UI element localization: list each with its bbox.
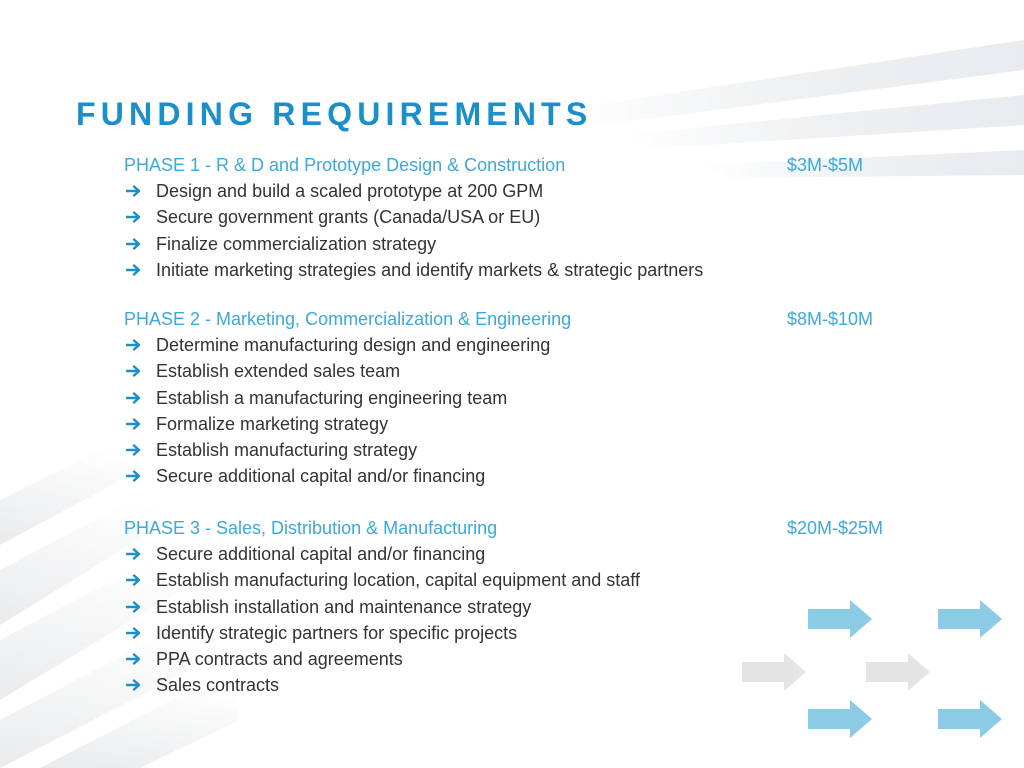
phase-3: [124, 515, 944, 699]
phase-title: PHASE 1 - R & D and Prototype Design & Construction: [124, 155, 566, 175]
arrow-right-icon: [126, 238, 142, 250]
list-item-text: Design and build a scaled prototype at 200 GPM: [156, 181, 544, 201]
list-item: [124, 178, 944, 204]
list-item: [124, 463, 944, 489]
list-item: [124, 646, 944, 672]
arrow-right-icon: [126, 470, 142, 482]
list-item-text: Establish extended sales team: [156, 361, 401, 382]
phase-amount: $3M-$5M: [787, 155, 864, 175]
list-item-text: Secure additional capital and/or financing: [156, 466, 486, 487]
list-item: [124, 541, 944, 567]
phase-header: [124, 306, 944, 332]
arrow-right-icon: [126, 627, 142, 639]
phase-header: [124, 152, 944, 178]
list-item-text: Establish manufacturing strategy: [156, 440, 418, 461]
list-item: [124, 411, 944, 437]
arrow-right-icon: [126, 444, 142, 456]
arrow-right-icon: [126, 653, 142, 665]
decor-arrow-right-icon: [808, 700, 872, 738]
phase-items: [124, 332, 944, 490]
list-item: [124, 567, 944, 593]
phase-items: [124, 178, 944, 283]
phase-header: [124, 515, 944, 541]
arrow-right-icon: [126, 392, 142, 404]
list-item: [124, 358, 944, 384]
list-item: [124, 385, 944, 411]
phase-1: [124, 152, 944, 283]
list-item-text: Formalize marketing strategy: [156, 413, 389, 434]
list-item-text: Establish a manufacturing engineering team: [156, 387, 508, 408]
list-item: [124, 672, 944, 698]
list-item-text: PPA contracts and agreements: [156, 649, 403, 670]
arrow-right-icon: [126, 365, 142, 377]
arrow-right-icon: [126, 211, 142, 223]
list-item-text: Secure government grants (Canada/USA or EU): [156, 207, 541, 228]
phase-amount: $20M-$25M: [787, 518, 884, 538]
list-item-text: Establish installation and maintenance strategy: [156, 596, 532, 617]
arrow-right-icon: [126, 418, 142, 430]
arrow-right-icon: [126, 185, 142, 197]
list-item-text: Establish manufacturing location, capital equipment and staff: [156, 570, 640, 591]
phase-2: [124, 306, 944, 490]
list-item: [124, 204, 944, 230]
list-item-text: Determine manufacturing design and engineering: [156, 335, 551, 355]
decor-arrow-right-icon: [938, 600, 1002, 638]
phase-amount: $8M-$10M: [787, 309, 874, 329]
arrow-right-icon: [126, 574, 142, 586]
page-title: FUNDING REQUIREMENTS: [76, 96, 593, 132]
phase-title: PHASE 3 - Sales, Distribution & Manufacturing: [124, 518, 498, 538]
arrow-right-icon: [126, 339, 142, 351]
list-item: [124, 437, 944, 463]
phase-title: PHASE 2 - Marketing, Commercialization & Engineering: [124, 309, 572, 329]
arrow-right-icon: [126, 679, 142, 691]
list-item: [124, 332, 944, 358]
list-item-text: Finalize commercialization strategy: [156, 233, 437, 254]
decor-arrow-right-icon: [938, 700, 1002, 738]
list-item: [124, 594, 944, 620]
list-item: [124, 620, 944, 646]
arrow-right-icon: [126, 548, 142, 560]
list-item-text: Secure additional capital and/or financing: [156, 544, 486, 564]
list-item: [124, 257, 944, 283]
list-item: [124, 231, 944, 257]
arrow-right-icon: [126, 264, 142, 276]
phase-items: [124, 541, 944, 699]
arrow-right-icon: [126, 601, 142, 613]
list-item-text: Identify strategic partners for specific projects: [156, 622, 518, 643]
list-item-text: Initiate marketing strategies and identify markets & strategic partners: [156, 259, 704, 280]
list-item-text: Sales contracts: [156, 675, 280, 696]
